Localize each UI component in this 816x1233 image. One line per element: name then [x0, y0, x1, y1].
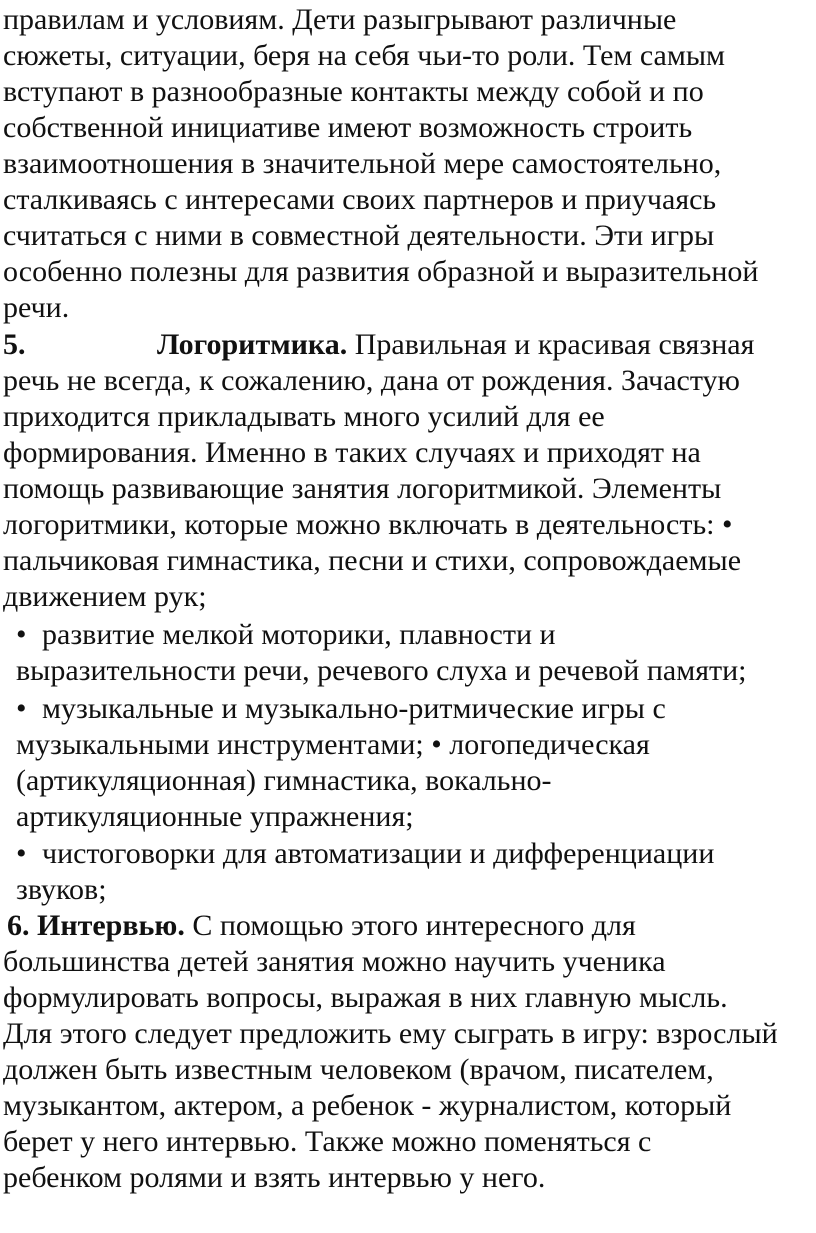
- text-line: музыкантом, актером, а ребенок - журналистом, который: [3, 1089, 732, 1122]
- text-line: помощь развивающие занятия логоритмикой. Элементы: [3, 472, 722, 505]
- bullet-icon: •: [16, 692, 27, 725]
- text-line: вступают в разнообразные контакты между собой и по: [3, 75, 704, 108]
- text-line: речи.: [3, 291, 70, 324]
- list-item: музыкальные и музыкально-ритмические игры с: [42, 692, 666, 725]
- text-line: взаимоотношения в значительной мере самостоятельно,: [3, 147, 722, 180]
- text-line: Для этого следует предложить ему сыграть в игру: взрослый: [3, 1017, 778, 1050]
- text-line: правилам и условиям. Дети разыгрывают различные: [3, 3, 677, 36]
- text-line: собственной инициативе имеют возможность строить: [3, 111, 693, 144]
- section-heading-line: [7, 908, 636, 944]
- list-item-continuation: звуков;: [16, 873, 107, 906]
- section-heading: 6. Интервью.: [7, 909, 185, 942]
- text-line: считаться с ними в совместной деятельности. Эти игры: [3, 219, 715, 252]
- text-line: берет у него интервью. Также можно поменяться с: [3, 1125, 652, 1158]
- list-item-continuation: выразительности речи, речевого слуха и речевой памяти;: [16, 654, 747, 687]
- text-line: речь не всегда, к сожалению, дана от рождения. Зачастую: [3, 364, 740, 397]
- text-line: особенно полезны для развития образной и выразительной: [3, 255, 759, 288]
- text-line: ребенком ролями и взять интервью у него.: [3, 1161, 546, 1194]
- list-item-continuation: артикуляционные упражнения;: [16, 800, 414, 833]
- text-line: формулировать вопросы, выражая в них главную мысль.: [3, 981, 728, 1014]
- section-heading-line: [157, 327, 754, 363]
- text-line: большинства детей занятия можно научить ученика: [3, 945, 666, 978]
- list-item: чистоговорки для автоматизации и дифференциации: [42, 837, 715, 870]
- section-heading: Логоритмика.: [157, 328, 348, 361]
- bullet-icon: •: [16, 618, 27, 651]
- text-line: движением рук;: [3, 580, 207, 613]
- list-item: развитие мелкой моторики, плавности и: [42, 618, 556, 651]
- list-item-continuation: музыкальными инструментами; • логопедическая: [16, 728, 650, 761]
- bullet-icon: •: [16, 837, 27, 870]
- text-line: пальчиковая гимнастика, песни и стихи, сопровождаемые: [3, 544, 742, 577]
- text-line: сталкиваясь с интересами своих партнеров и приучаясь: [3, 183, 717, 216]
- text-line: логоритмики, которые можно включать в деятельность: •: [3, 508, 733, 541]
- list-item-continuation: (артикуляционная) гимнастика, вокально-: [16, 764, 552, 797]
- text-span: Правильная и красивая связная: [347, 328, 755, 361]
- section-number: 5.: [3, 328, 26, 361]
- text-line: сюжеты, ситуации, беря на себя чьи-то роли. Тем самым: [3, 39, 725, 72]
- text-line: приходится прикладывать много усилий для ее: [3, 400, 605, 433]
- text-span: С помощью этого интересного для: [184, 909, 636, 942]
- text-line: должен быть известным человеком (врачом, писателем,: [3, 1053, 714, 1086]
- text-line: формирования. Именно в таких случаях и приходят на: [3, 436, 701, 469]
